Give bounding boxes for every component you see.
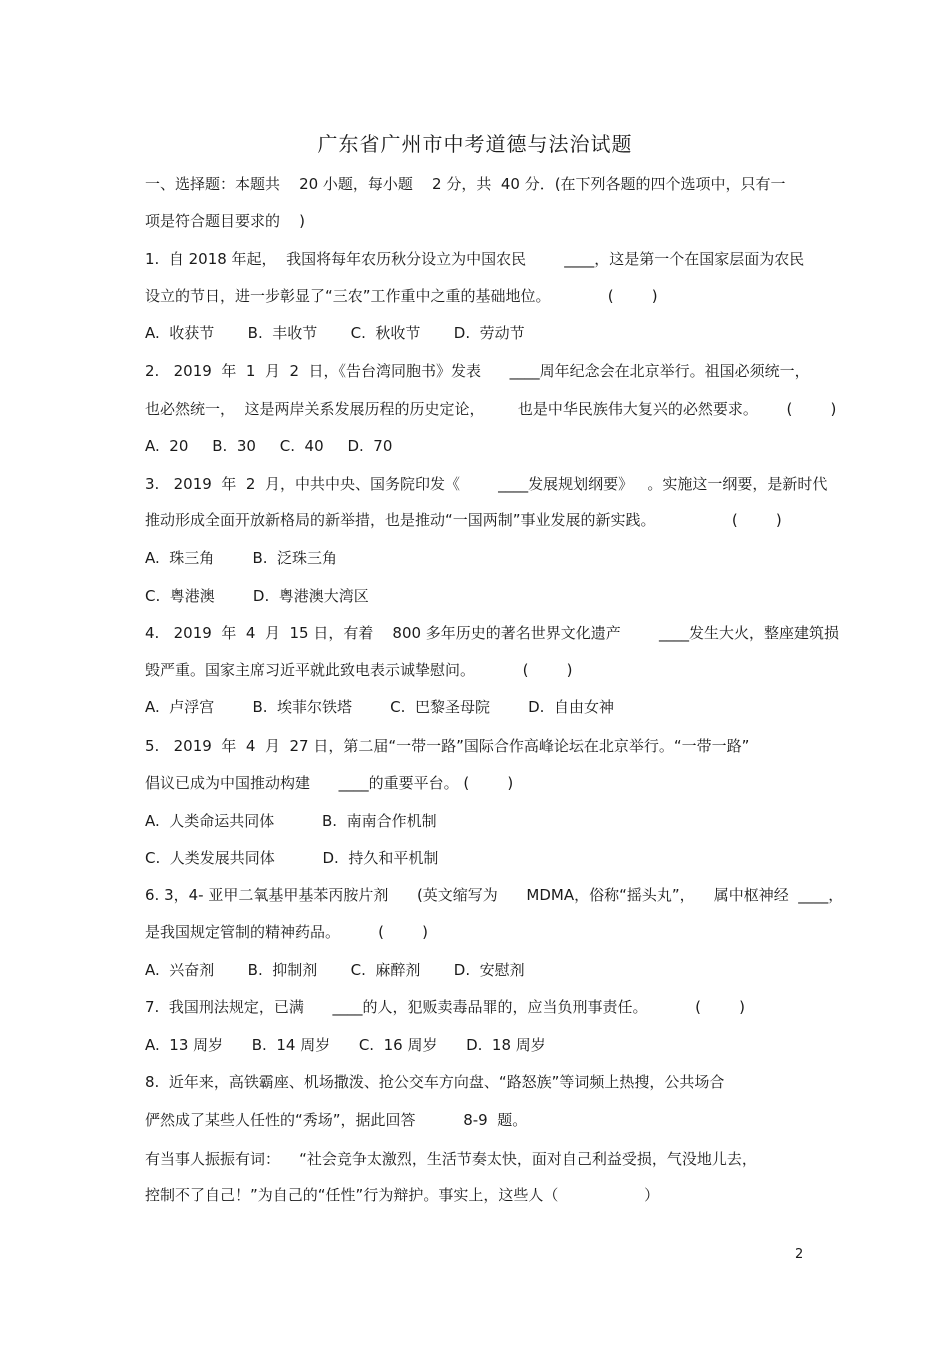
text-line: 5. 2019 年 4 月 27 日，第二届“一带一路”国际合作高峰论坛在北京举行。“一带一路” bbox=[145, 737, 750, 755]
text-line: 项是符合题目要求的 ) bbox=[145, 212, 305, 230]
text-line: 1. 自 2018 年起， 我国将每年农历秋分设立为中国农民 ____，这是第一个在国家层面为农民 bbox=[145, 250, 805, 268]
page-number: 2 bbox=[795, 1247, 804, 1262]
text-line: 毁严重。国家主席习近平就此致电表示诚挚慰问。 ( ) bbox=[145, 661, 573, 679]
text-line: A. 20 B. 30 C. 40 D. 70 bbox=[145, 437, 393, 455]
text-line: 7. 我国刑法规定，已满 ____的人，犯贩卖毒品罪的，应当负刑事责任。 ( ) bbox=[145, 998, 745, 1016]
text-line: 也必然统一， 这是两岸关系发展历程的历史定论， 也是中华民族伟大复兴的必然要求。 ( ) bbox=[145, 400, 837, 418]
text-line: A. 人类命运共同体 B. 南南合作机制 bbox=[145, 812, 437, 830]
text-line: A. 兴奋剂 B. 抑制剂 C. 麻醉剂 D. 安慰剂 bbox=[145, 961, 525, 979]
text-line: 6. 3，4- 亚甲二氧基甲基苯丙胺片剂 (英文缩写为 MDMA，俗称“摇头丸”， 属中枢神经 ____， bbox=[145, 886, 844, 904]
text-line: 是我国规定管制的精神药品。 ( ) bbox=[145, 923, 428, 941]
text-line: 8. 近年来，高铁霸座、机场撒泼、抢公交车方向盘、“路怒族”等词频上热搜，公共场合 bbox=[145, 1073, 725, 1091]
text-line: 4. 2019 年 4 月 15 日，有着 800 多年历史的著名世界文化遗产 ____发生大火，整座建筑损 bbox=[145, 624, 839, 642]
page-title: 广东省广州市中考道德与法治试题 bbox=[317, 132, 633, 156]
text-line: A. 卢浮宫 B. 埃菲尔铁塔 C. 巴黎圣母院 D. 自由女神 bbox=[145, 698, 614, 716]
text-line: 一、选择题：本题共 20 小题，每小题 2 分，共 40 分．(在下列各题的四个选项中，只有一 bbox=[145, 175, 786, 193]
text-line: 倡议已成为中国推动构建 ____的重要平台。 ( ) bbox=[145, 774, 514, 792]
text-line: C. 粤港澳 D. 粤港澳大湾区 bbox=[145, 587, 369, 605]
text-line: 设立的节日，进一步彰显了“三农”工作重中之重的基础地位。 ( ) bbox=[145, 287, 658, 305]
text-line: 俨然成了某些人任性的“秀场”，据此回答 8-9 题。 bbox=[145, 1111, 528, 1129]
text-line: C. 人类发展共同体 D. 持久和平机制 bbox=[145, 849, 439, 867]
text-line: 有当事人振振有词： “社会竞争太激烈，生活节奏太快，面对自己利益受损，气没地儿去， bbox=[145, 1150, 757, 1168]
text-line: 推动形成全面开放新格局的新举措，也是推动“一国两制”事业发展的新实践。 ( ) bbox=[145, 511, 782, 529]
text-line: 2. 2019 年 1 月 2 日，《告台湾同胞书》发表 ____周年纪念会在北京举行。祖国必须统一， bbox=[145, 362, 810, 380]
text-line: A. 13 周岁 B. 14 周岁 C. 16 周岁 D. 18 周岁 bbox=[145, 1036, 546, 1054]
text-line: 3. 2019 年 2 月，中共中央、国务院印发《 ____发展规划纲要》 。实施这一纲要，是新时代 bbox=[145, 475, 828, 493]
text-line: A. 珠三角 B. 泛珠三角 bbox=[145, 549, 338, 567]
text-line: A. 收获节 B. 丰收节 C. 秋收节 D. 劳动节 bbox=[145, 324, 525, 342]
text-line: 控制不了自己！”为自己的“任性”行为辩护。事实上，这些人（ ） bbox=[145, 1186, 660, 1204]
